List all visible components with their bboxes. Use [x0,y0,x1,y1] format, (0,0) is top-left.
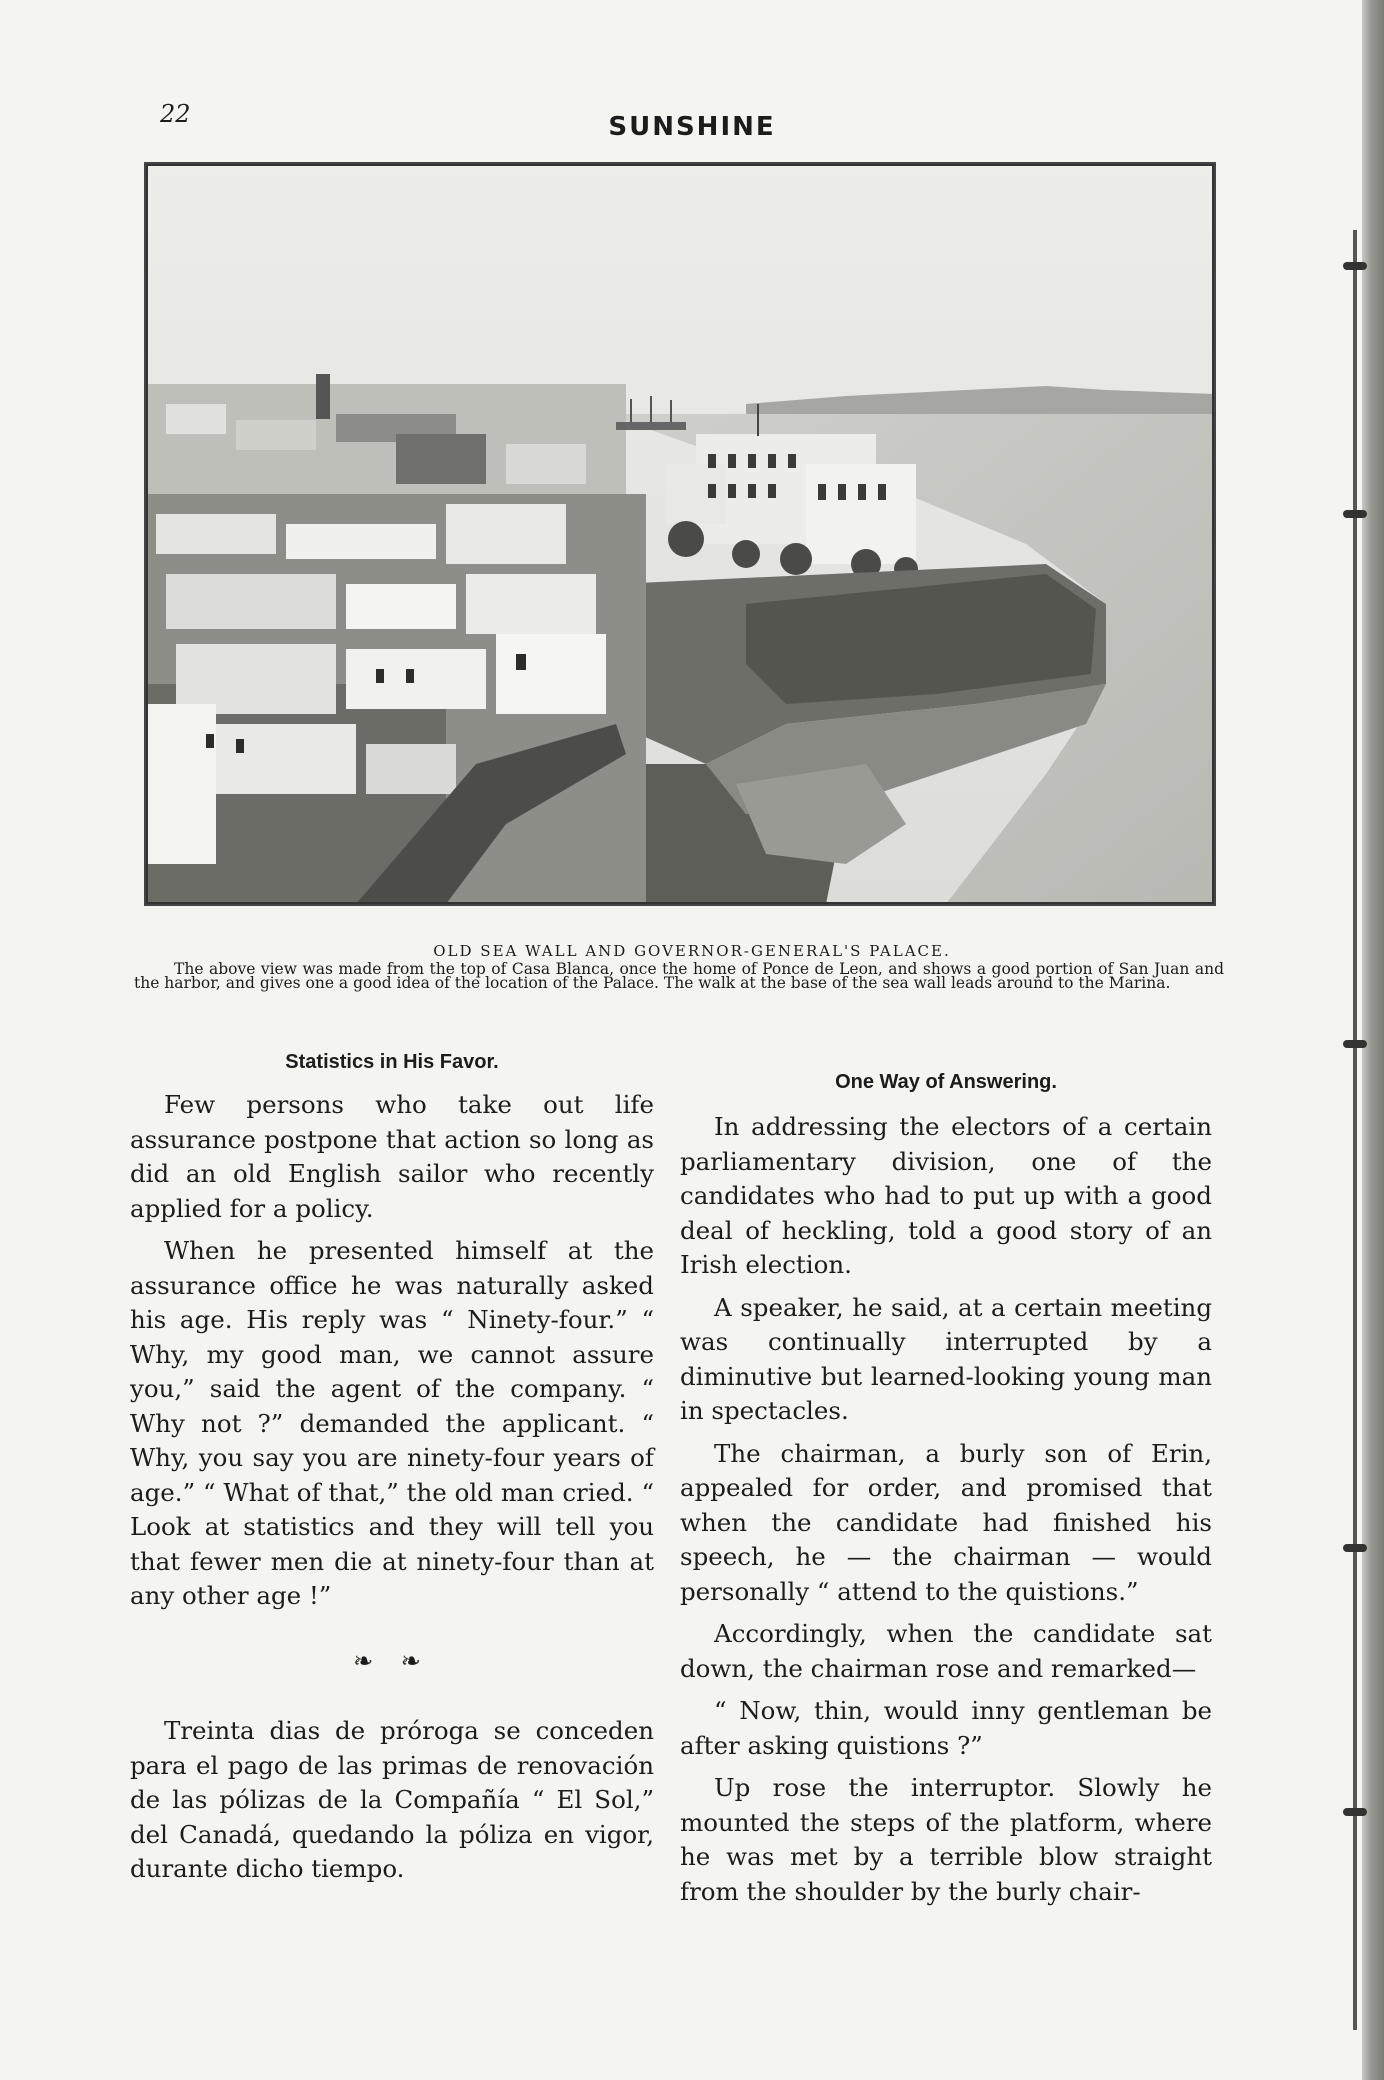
article-paragraph: The chairman, a burly son of Erin, appealed for order, and promised that when the candidate had finished his speech, he — the chairman — would personally “ attend to the quistions.” [680,1438,1212,1606]
binding-knot [1343,1808,1367,1816]
article-paragraph: A speaker, he said, at a certain meeting was continually interrupted by a diminutive but learned-looking young man in spectacles. [680,1292,1212,1425]
page-number: 22 [160,100,191,128]
spanish-notice-paragraph: Treinta dias de próroga se conceden para el pago de las primas de renovación de las pólizas de la Compañía “ El Sol,” del Canadá, quedando la póliza en vigor, durante dicho tiempo. [130,1716,654,1883]
article-paragraph: “ Now, thin, would inny gentleman be after asking quistions ?” [680,1696,1212,1760]
binding-knot [1343,262,1367,270]
article-heading-answering: One Way of Answering. [835,1071,1057,1093]
harbor-photograph [144,162,1216,906]
article-paragraph: Few persons who take out life assurance postpone that action so long as did an old English sailor who recently applied for a policy. [130,1090,654,1223]
article-paragraph: Accordingly, when the candidate sat down, the chairman rose and remarked— [680,1619,1212,1683]
section-ornament: ❧ ❧ [353,1646,431,1675]
article-heading-statistics: Statistics in His Favor. [285,1051,499,1073]
article-paragraph: In addressing the electors of a certain parliamentary division, one of the candidates who had to put up with a good deal of heckling, told a good story of an Irish election. [680,1112,1212,1279]
binding-knot [1343,1544,1367,1552]
right-column [680,1068,1212,1917]
running-head: SUNSHINE [608,112,776,142]
binding-thread [1353,230,1357,2030]
binding-knot [1343,1040,1367,1048]
binding-knot [1343,510,1367,518]
left-column [130,1048,654,1895]
article-paragraph: Up rose the interruptor. Slowly he mounted the steps of the platform, where he was met by a terrible blow straight from the shoulder by the burly chair- [680,1773,1212,1906]
article-paragraph: When he presented himself at the assurance office he was naturally asked his age. His reply was “ Ninety-four.” “ Why, my good man, we cannot assure you,” said the agent of the company. “ Why not ?” demanded the applicant. “ Why, you say you are ninety-four years of age.” “ What of that,” the old man cried. “ Look at statistics and they will tell you that fewer men die at ninety-four than at any other age !” [130,1236,654,1610]
photo-caption-body: The above view was made from the top of Casa Blanca, once the home of Ponce de Leon, and shows a good portion of San Juan and the harbor, and gives one a good idea of the location of the Palace. The walk at the base of the sea wall leads around to the Marina. [134,960,1224,992]
photo-caption-title: OLD SEA WALL AND GOVERNOR-GENERAL'S PALACE. [433,942,951,960]
